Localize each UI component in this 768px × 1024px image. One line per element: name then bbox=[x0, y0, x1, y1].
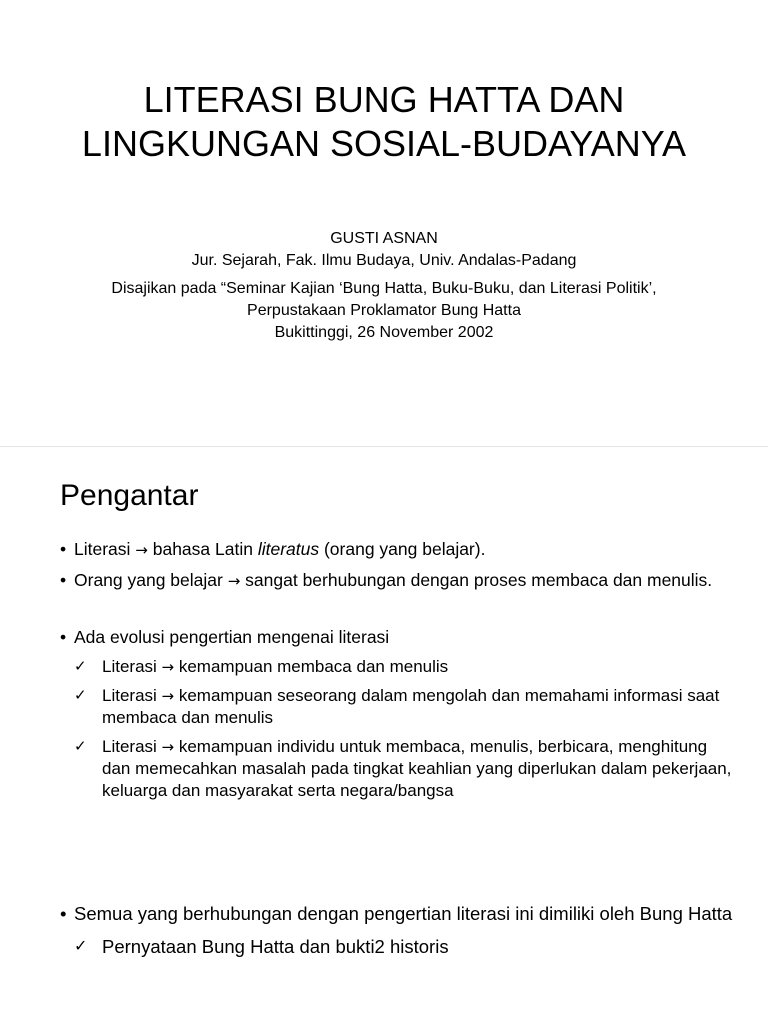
place-date: Bukittinggi, 26 November 2002 bbox=[274, 324, 494, 341]
sub-item bbox=[60, 736, 740, 802]
bullet-icon: • bbox=[60, 539, 67, 559]
arrow-right-icon: → bbox=[135, 541, 148, 559]
title-slide bbox=[0, 0, 768, 440]
slide-heading: Pengantar bbox=[60, 479, 199, 512]
checkmark-icon: ✓ bbox=[74, 938, 88, 955]
bullet-icon: • bbox=[60, 570, 67, 590]
presented-line-2: Perpustakaan Proklamator Bung Hatta bbox=[247, 302, 521, 319]
bullet-text: Semua yang berhubungan dengan pengertian literasi ini dimiliki oleh Bung Hatta bbox=[74, 903, 733, 924]
author-affiliation: Jur. Sejarah, Fak. Ilmu Budaya, Univ. Andalas-Padang bbox=[191, 252, 577, 269]
italic-term: literatus bbox=[257, 539, 320, 559]
bullet-item bbox=[60, 901, 740, 926]
arrow-right-icon: → bbox=[161, 687, 175, 705]
sub-item bbox=[60, 656, 740, 678]
bullet-text: sangat berhubungan dengan proses membaca dan menulis. bbox=[240, 570, 713, 590]
bullet-text: Orang yang belajar bbox=[74, 570, 223, 590]
bullet-text: (orang yang belajar). bbox=[319, 539, 486, 559]
arrow-right-icon: → bbox=[161, 738, 175, 756]
sub-text: Literasi bbox=[102, 657, 157, 676]
bullet-icon: • bbox=[60, 903, 67, 924]
checkmark-icon: ✓ bbox=[74, 687, 87, 704]
sub-text: kemampuan individu untuk membaca, menulis, berbicara, menghitung dan memecahkan masalah pada tingkat keahlian yang diperlukan dalam pekerjaan, keluarga dan masyarakat serta negara/bangsa bbox=[102, 737, 732, 800]
sub-text: kemampuan seseorang dalam mengolah dan memahami informasi saat membaca dan menulis bbox=[102, 686, 720, 727]
sub-text: Pernyataan Bung Hatta dan bukti2 historis bbox=[102, 936, 449, 957]
content-slide bbox=[0, 452, 768, 1024]
bullet-text: bahasa Latin bbox=[147, 539, 258, 559]
bullet-icon: • bbox=[60, 627, 67, 647]
sub-text: kemampuan membaca dan menulis bbox=[174, 657, 449, 676]
presented-line-1: Disajikan pada “Seminar Kajian ‘Bung Hatta, Buku-Buku, dan Literasi Politik’, bbox=[111, 280, 657, 297]
bullet-item bbox=[60, 569, 740, 592]
spacer bbox=[60, 809, 740, 901]
title-line-2: LINGKUNGAN SOSIAL-BUDAYANYA bbox=[81, 123, 687, 164]
bullet-text: Ada evolusi pengertian mengenai literasi bbox=[74, 627, 390, 647]
slide-content bbox=[60, 538, 740, 966]
sub-item bbox=[60, 685, 740, 729]
checkmark-icon: ✓ bbox=[74, 658, 87, 675]
arrow-right-icon: → bbox=[161, 658, 175, 676]
bullet-item bbox=[60, 538, 740, 561]
slide-title bbox=[40, 78, 728, 166]
checkmark-icon: ✓ bbox=[74, 738, 87, 755]
spacer bbox=[60, 600, 740, 626]
slide-divider bbox=[0, 446, 768, 447]
author-block bbox=[20, 228, 748, 344]
sub-text: Literasi bbox=[102, 686, 157, 705]
bullet-text: Literasi bbox=[74, 539, 131, 559]
bullet-item bbox=[60, 626, 740, 648]
author-name: GUSTI ASNAN bbox=[330, 230, 438, 247]
title-line-1: LITERASI BUNG HATTA DAN bbox=[143, 79, 625, 120]
sub-text: Literasi bbox=[102, 737, 157, 756]
sub-item bbox=[60, 934, 740, 959]
arrow-right-icon: → bbox=[227, 572, 241, 590]
